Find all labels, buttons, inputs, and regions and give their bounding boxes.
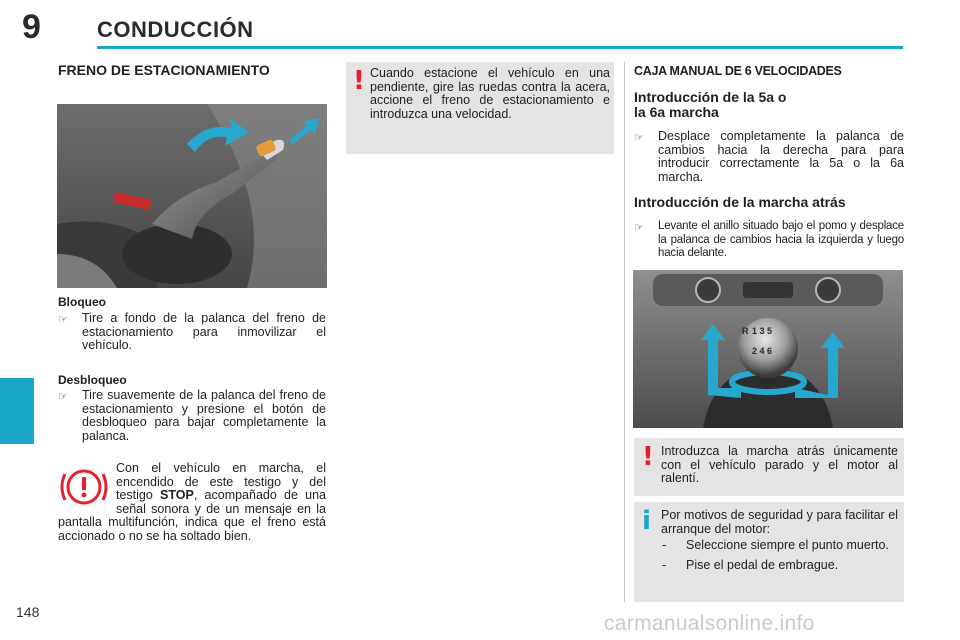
- info-icon: i: [642, 506, 651, 536]
- brake-warning-text-b: , acompañado de una señal sonora y de un mensaje en la pantalla multifunción, indica que el freno está accionado o no se ha soltado bien.: [58, 488, 326, 543]
- parking-brake-title: FRENO DE ESTACIONAMIENTO: [58, 62, 270, 78]
- release-bullet: [58, 389, 326, 443]
- pointing-hand-icon: ☞: [58, 391, 68, 403]
- release-text: Tire suavemente de la palanca del freno de estacionamiento y presione el botón de desbloqueo para bajar completamente la palanca.: [82, 388, 326, 443]
- gear-5-6-title: [634, 90, 786, 120]
- gear-5-6-bullet: [634, 130, 904, 184]
- pointing-hand-icon: ☞: [58, 314, 68, 326]
- list-item: [658, 559, 898, 573]
- stop-label: STOP: [160, 488, 194, 502]
- list-item: [658, 539, 898, 553]
- gearbox-title: CAJA MANUAL DE 6 VELOCIDADES: [634, 64, 842, 78]
- slope-parking-note: [346, 62, 614, 154]
- gear-5-6-title-line2: la 6a marcha: [634, 104, 719, 120]
- safety-info-list: [658, 539, 898, 572]
- lock-text: Tire a fondo de la palanca del freno de estacionamiento para inmovilizar el vehículo.: [82, 311, 326, 352]
- gear-pattern-bottom: 2 4 6: [752, 346, 773, 356]
- exclamation-icon: !: [353, 66, 365, 96]
- lock-heading: Bloqueo: [58, 295, 106, 309]
- chapter-title: CONDUCCIÓN: [97, 17, 254, 42]
- reverse-warning-note: [634, 438, 904, 496]
- safety-info-note: [634, 502, 904, 602]
- parking-brake-photo: [57, 104, 327, 288]
- gear-5-6-text: Desplace completamente la palanca de cambios hacia la derecha para para introducir correctamente la 5a o la 6a marcha.: [658, 129, 904, 184]
- gear-5-6-title-line1: Introducción de la 5a o: [634, 89, 787, 105]
- brake-warning-text-a: Con el vehículo en marcha, el encendido de este testigo y del testigo: [116, 461, 326, 502]
- reverse-gear-bullet: [634, 220, 904, 261]
- list-dash: -: [662, 538, 667, 552]
- safety-info-intro: Por motivos de seguridad y para facilitar el arranque del motor:: [661, 508, 898, 536]
- pointing-hand-icon: ☞: [634, 132, 644, 144]
- chapter-side-tab: [0, 378, 34, 444]
- brake-warning-icon: [58, 464, 110, 516]
- reverse-gear-title: Introducción de la marcha atrás: [634, 194, 846, 210]
- reverse-gear-text: Levante el anillo situado bajo el pomo y desplace la palanca de cambios hacia la izquierda y luego hacia delante.: [658, 220, 904, 259]
- pointing-hand-icon: ☞: [634, 222, 644, 234]
- slope-parking-text: Cuando estacione el vehículo en una pendiente, gire las ruedas contra la acera, accione el freno de estacionamiento e introduzca una velocidad.: [370, 66, 610, 121]
- list-dash: -: [662, 557, 667, 572]
- gear-pattern-top: 1 3 5: [752, 326, 773, 336]
- page-number: 148: [16, 604, 40, 620]
- lock-bullet: [58, 312, 326, 353]
- header-rule: [97, 46, 903, 49]
- brake-warning-note: [58, 462, 326, 543]
- reverse-warning-text: Introduzca la marcha atrás únicamente con el vehículo parado y el motor al ralentí.: [661, 444, 898, 485]
- chapter-number: 9: [22, 8, 41, 46]
- gear-pattern-reverse: R: [742, 326, 749, 336]
- list-item-text: Pise el pedal de embrague.: [686, 557, 839, 572]
- column-divider: [624, 62, 625, 602]
- release-heading: Desbloqueo: [58, 373, 127, 387]
- list-item-text: Seleccione siempre el punto muerto.: [686, 538, 889, 552]
- watermark: carmanualsonline.info: [604, 612, 815, 635]
- gear-lever-photo: [633, 270, 903, 428]
- exclamation-icon: !: [642, 442, 654, 472]
